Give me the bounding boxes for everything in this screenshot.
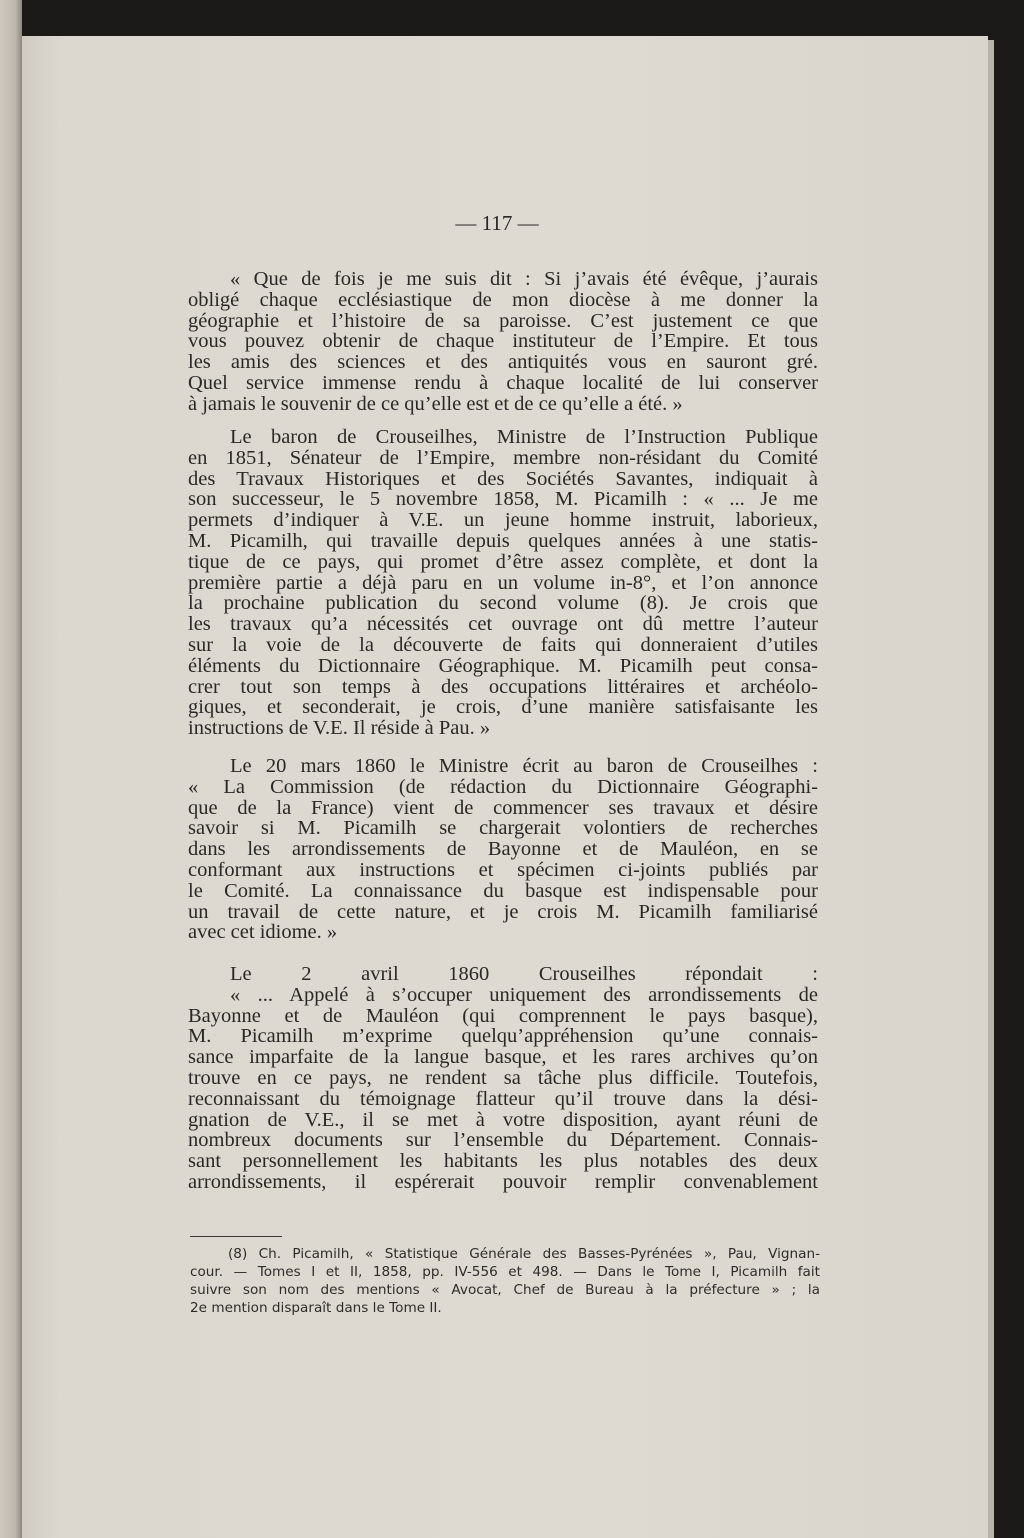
text-line: éléments du Dictionnaire Géographique. M. Picamilh peut consa- [188, 654, 818, 677]
text-line: M. Picamilh m’exprime quelqu’appréhension qu’une connais- [188, 1025, 818, 1048]
text-line: instructions de V.E. Il réside à Pau. » [188, 717, 491, 740]
text-line: tique de ce pays, qui promet d’être assez complète, et dont la [188, 550, 818, 573]
text-line: « La Commission (de rédaction du Dictionnaire Géographi- [188, 775, 818, 798]
text-line: des Travaux Historiques et des Sociétés Savantes, indiquait à [188, 467, 818, 490]
text-line: un travail de cette nature, et je crois M. Picamilh familiarisé [188, 900, 818, 923]
text-line: Quel service immense rendu à chaque localité de lui conserver [188, 372, 818, 394]
text-line: Le baron de Crouseilhes, Ministre de l’Instruction Publique [230, 426, 818, 448]
text-line: reconnaissant du témoignage flatteur qu’il trouve dans la dési- [188, 1087, 818, 1110]
text-line: Le 2 avril 1860 Crouseilhes répondait : [230, 963, 818, 985]
footnote-rule [190, 1236, 282, 1237]
text-line: son successeur, le 5 novembre 1858, M. Picamilh : « ... Je me [188, 488, 818, 511]
text-line: M. Picamilh, qui travaille depuis quelques années à une statis- [188, 530, 818, 552]
text-line: conformant aux instructions et spécimen ci-joints publiés par [188, 859, 818, 881]
text-line: crer tout son temps à des occupations littéraires et archéolo- [188, 675, 818, 698]
text-line: le Comité. La connaissance du basque est indispensable pour [188, 879, 818, 902]
text-line: arrondissements, il espérerait pouvoir remplir convenablement [188, 1171, 818, 1193]
text-line: avec cet idiome. » [188, 921, 338, 944]
text-line: à jamais le souvenir de ce qu’elle est et de ce qu’elle a été. » [188, 392, 683, 415]
text-line: gnation de V.E., il se met à votre disposition, ayant réuni de [188, 1108, 818, 1131]
text-line: les travaux qu’a nécessités cet ouvrage ont dû mettre l’auteur [188, 613, 818, 636]
footnote-line: (8) Ch. Picamilh, « Statistique Générale des Basses-Pyrénées », Pau, Vignan- [228, 1246, 820, 1262]
text-line: Bayonne et de Mauléon (qui comprennent le pays basque), [188, 1004, 818, 1027]
text-line: la prochaine publication du second volume (8). Je crois que [188, 592, 818, 615]
text-line: Le 20 mars 1860 le Ministre écrit au baron de Crouseilhes : [230, 755, 818, 777]
text-line: sur la voie de la découverte de faits qui donneraient d’utiles [188, 634, 818, 656]
text-line: géographie et l’histoire de sa paroisse. C’est justement ce que [188, 309, 818, 332]
footnote-line: cour. — Tomes I et II, 1858, pp. IV-556 et 498. — Dans le Tome I, Picamilh fait [190, 1264, 820, 1280]
text-line: sant personnellement les habitants les plus notables des deux [188, 1150, 818, 1173]
text-line: savoir si M. Picamilh se chargerait volontiers de recherches [188, 817, 818, 840]
page-number: — 117 — [455, 211, 539, 235]
text-line: nombreux documents sur l’ensemble du Département. Connais- [188, 1129, 818, 1152]
text-line: permets d’indiquer à V.E. un jeune homme instruit, laborieux, [188, 509, 818, 532]
text-line: « ... Appelé à s’occuper uniquement des arrondissements de [230, 983, 818, 1006]
text-line: « Que de fois je me suis dit : Si j’avais été évêque, j’aurais [230, 268, 818, 290]
text-line: giques, et seconderait, je crois, d’une manière satisfaisante les [188, 696, 818, 719]
text-line: trouve en ce pays, ne rendent sa tâche plus difficile. Toutefois, [188, 1067, 818, 1089]
text-line: première partie a déjà paru en un volume in-8°, et l’on annonce [188, 571, 818, 594]
text-line: les amis des sciences et des antiquités vous en sauront gré. [188, 351, 818, 374]
footnote-line: 2e mention disparaît dans le Tome II. [190, 1300, 442, 1316]
text-line: obligé chaque ecclésiastique de mon diocèse à me donner la [188, 288, 818, 311]
text-line: dans les arrondissements de Bayonne et de Mauléon, en se [188, 838, 818, 861]
page-stack-edge [988, 40, 994, 1538]
text-line: que de la France) vient de commencer ses travaux et désire [188, 796, 818, 819]
footnote-line: suivre son nom des mentions « Avocat, Chef de Bureau à la préfecture » ; la [190, 1282, 820, 1298]
text-line: en 1851, Sénateur de l’Empire, membre non-résidant du Comité [188, 446, 818, 469]
text-line: sance imparfaite de la langue basque, et les rares archives qu’on [188, 1046, 818, 1069]
text-line: vous pouvez obtenir de chaque instituteur de l’Empire. Et tous [188, 330, 818, 353]
